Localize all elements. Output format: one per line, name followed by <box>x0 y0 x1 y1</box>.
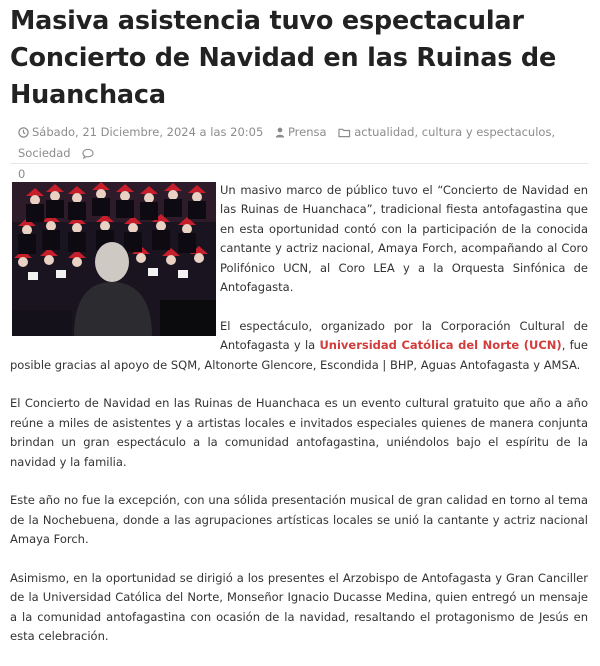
folder-icon <box>338 125 351 144</box>
ucn-link[interactable]: Universidad Católica del Norte (UCN) <box>319 338 562 353</box>
paragraph-4: Este año no fue la excepción, con una sólida presentación musical de gran calidad en torno al tema de la Nochebuena, donde a las agrupaciones artísticas locales se unió la cantante y actriz nacional Amaya Forch. <box>10 493 588 547</box>
clock-icon <box>18 125 29 144</box>
article-body <box>10 181 588 666</box>
post-comments[interactable] <box>82 146 97 160</box>
paragraph-2-end: , fue posible gracias al apoyo de SQM, Altonorte Glencore, Escondida | BHP, Aguas Antofagasta y AMSA. <box>10 338 588 372</box>
post-comments-count[interactable]: 0 <box>18 167 26 181</box>
user-icon <box>275 125 285 144</box>
photo-spacer <box>10 181 220 339</box>
post-date <box>18 125 267 139</box>
paragraph-3: El Concierto de Navidad en las Ruinas de Huanchaca es un evento cultural gratuito que año a año reúne a miles de asistentes y a artistas locales e invitados especiales quienes de manera conjunta brindan un gran espectáculo a la comunidad antofagastina, uniéndolos bajo el espíritu de la navidad y la familia. <box>10 396 588 469</box>
post-date-text: Sábado, 21 Diciembre, 2024 a las 20:05 <box>32 125 264 139</box>
paragraph-5: Asimismo, en la oportunidad se dirigió a los presentes el Arzobispo de Antofagasta y Gran Canciller de la Universidad Católica del Norte, Monseñor Ignacio Ducasse Medina, quien entregó un mensaje a la comunidad antofagastina con ocasión de la navidad, resaltando el protagonismo de Jesús en esta celebración. <box>10 571 588 644</box>
paragraph-1: Un masivo marco de público tuvo el “Concierto de Navidad en las Ruinas de Huanchaca”, tradicional fiesta antofagastina que en esta oportunidad contó con la participación de la conocida cantante y actriz nacional, Amaya Forch, acompañando al Coro Polifónico UCN, al Coro LEA y a la Orquesta Sinfónica de Antofagasta. <box>220 183 588 295</box>
meta-divider <box>10 163 588 164</box>
post-author[interactable] <box>275 125 330 139</box>
post-author-text[interactable]: Prensa <box>287 125 327 139</box>
post-categories-text[interactable]: actualidad, cultura y espectaculos, Sociedad <box>18 125 556 160</box>
post-meta <box>18 123 588 184</box>
paragraph-2-start: El espectáculo, organizado por la Corporación Cultural de Antofagasta y la <box>220 318 588 353</box>
article-title: Masiva asistencia tuvo espectacular Concierto de Navidad en las Ruinas de Huanchaca <box>10 6 557 110</box>
